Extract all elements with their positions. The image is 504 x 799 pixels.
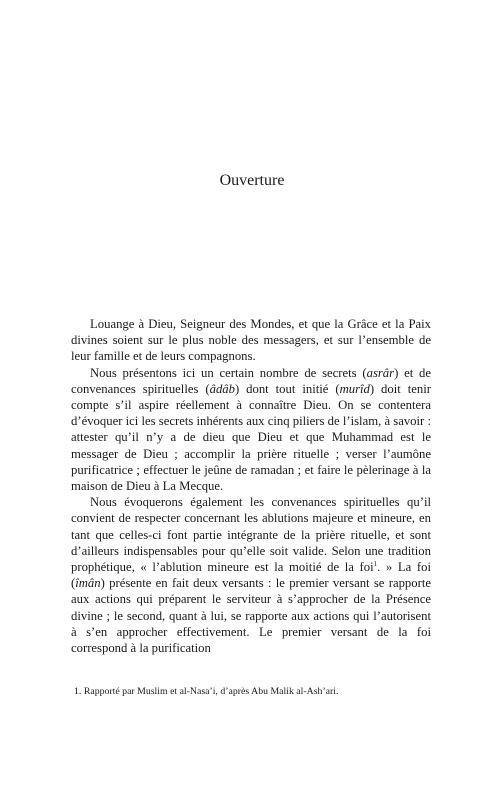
italic-term: âdâb [209, 381, 235, 396]
text-run: . » La foi ( [71, 560, 431, 591]
text-run: Louange à Dieu, Seigneur des Mondes, et que la Grâce et la Paix divines soient sur le plus noble des messagers, et sur l’ensemble de leur famille et de leurs compagnons. [71, 317, 431, 364]
text-run: ) dont tout initié ( [234, 381, 340, 396]
italic-term: asrâr [366, 365, 395, 380]
paragraph [71, 316, 431, 365]
text-run: ) présente en fait deux versants : le premier versant se rapporte aux actions qui préparent le serviteur à s’approcher de la Présence divine ; le second, quant à lui, se rapporte aux actions qui l’autorisent à s’en approcher effectivement. Le premier versant de la foi correspond à la purification [71, 576, 431, 656]
footnote-number: 1. [74, 686, 82, 697]
footnote-ref: 1 [373, 559, 378, 568]
body-text [71, 316, 431, 656]
text-run: Nous présentons ici un certain nombre de secrets ( [90, 365, 367, 380]
text-run: Nous évoquerons également les convenances spirituelles qu’il convient de respecter concernant les ablutions majeure et mineure, en tant que celles-ci font partie intégrante de la prière rituelle, et sont d’ailleurs indispensables pour qu’elle soit valide. Selon une tradition prophétique, « l’ablution mineure est la moitié de la foi [71, 495, 431, 575]
italic-term: murîd [339, 381, 370, 396]
footnote [74, 686, 338, 698]
italic-term: îmân [75, 576, 101, 591]
footnote-text: Rapporté par Muslim et al-Nasa’i, d’après Abu Malik al-Ash’ari. [83, 686, 339, 697]
page-title: Ouverture [219, 172, 285, 189]
paragraph [71, 494, 431, 656]
paragraph [71, 365, 431, 495]
text-run: ) et de convenances spirituelles ( [71, 365, 431, 396]
text-run: ) doit tenir compte s’il aspire réellement à connaître Dieu. On se contentera d’évoquer ici les secrets inhérents aux cinq piliers de l’islam, à savoir : attester qu’il n’y a de dieu que Dieu et que Muhammad est le messager de Dieu ; accomplir la prière rituelle ; verser l’aumône purificatrice ; effectuer le jeûne de ramadan ; et faire le pèlerinage à la maison de Dieu à La Mecque. [71, 381, 431, 494]
